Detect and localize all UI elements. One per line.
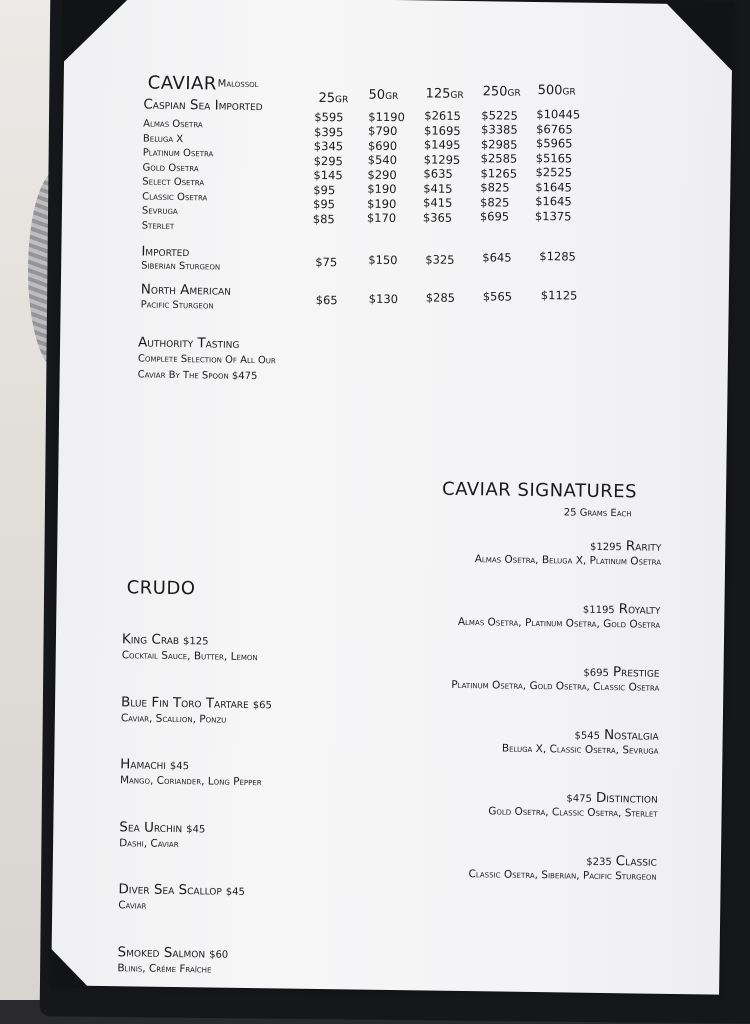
crudo-item-description: Dashi, Caviar [119, 836, 179, 850]
caviar-price: $190 [366, 196, 397, 211]
imported-price-125: $325 [425, 252, 455, 267]
caviar-subtitle: Malossol [217, 78, 259, 91]
signature-description: Gold Osetra, Classic Osetra, Sterlet [488, 805, 658, 820]
imported-price-250: $645 [482, 250, 512, 265]
authority-tasting-line-2: Caviar By The Spoon $475 [137, 369, 258, 383]
caviar-price: $395 [313, 124, 344, 139]
caviar-price: $415 [422, 195, 453, 210]
crudo-item-price: $45 [169, 760, 190, 773]
caviar-price: $540 [367, 152, 398, 168]
caviar-item-name: Sterlet [141, 219, 175, 232]
caviar-price: $365 [422, 209, 453, 225]
crudo-item [122, 628, 209, 648]
north-american-price-500: $1125 [540, 288, 578, 303]
signature-name: Prestige [612, 664, 660, 681]
caviar-price: $2985 [480, 136, 518, 152]
crudo-item-description: Cocktail Sauce, Butter, Lemon [121, 649, 258, 664]
crudo-item [117, 941, 228, 962]
north-american-price-25: $65 [315, 292, 338, 308]
caviar-item-name: Gold Osetra [142, 161, 199, 174]
caviar-price: $2615 [424, 108, 461, 123]
signature-price: $695 [583, 667, 609, 680]
crudo-item-name: Smoked Salmon [117, 943, 206, 961]
caviar-price: $10445 [536, 106, 581, 122]
caviar-price: $1295 [423, 151, 461, 167]
signature-item [583, 598, 661, 618]
signature-item [566, 786, 658, 806]
north-american-heading: North American [140, 281, 232, 299]
crudo-item-description: Caviar [118, 899, 147, 912]
caviar-price: $1265 [480, 165, 518, 181]
signature-item [583, 661, 659, 681]
caviar-price: $5165 [535, 150, 573, 165]
signature-item [574, 724, 658, 744]
signatures-title: CAVIAR SIGNATURES [441, 478, 638, 503]
north-american-price-125: $285 [425, 290, 456, 305]
caviar-price: $1645 [535, 179, 573, 194]
caviar-price: $190 [367, 181, 397, 197]
crudo-item-description: Caviar, Scallion, Ponzu [120, 711, 227, 726]
caviar-price: $95 [312, 196, 336, 212]
crudo-item-name: Sea Urchin [119, 818, 183, 836]
caviar-price: $825 [480, 180, 510, 195]
authority-tasting-line-1: Complete Selection Of All Our [137, 353, 276, 367]
caviar-item-name: Beluga X [142, 132, 184, 145]
signature-item [586, 850, 657, 870]
caviar-title: CAVIAR [147, 72, 218, 95]
crudo-item [119, 816, 205, 836]
signature-price: $475 [566, 793, 592, 805]
signature-description: Platinum Osetra, Gold Osetra, Classic Osetra [451, 678, 660, 694]
signature-description: Beluga X, Classic Osetra, Sevruga [501, 742, 659, 757]
size-heading-25: 25gr [318, 90, 349, 107]
north-american-item: Pacific Sturgeon [140, 299, 214, 312]
caviar-price: $3385 [481, 122, 518, 137]
caviar-price: $290 [367, 167, 397, 182]
caviar-price: $1495 [423, 137, 461, 152]
authority-tasting-heading: Authority Tasting [137, 334, 240, 352]
caviar-price: $415 [423, 180, 453, 196]
signature-item [590, 535, 662, 555]
signature-description: Almas Osetra, Beluga X, Platinum Osetra [474, 553, 662, 568]
size-heading-125: 125gr [425, 86, 464, 102]
corner-tab-bottom-left [49, 947, 90, 988]
size-heading-500: 500gr [537, 82, 576, 99]
caviar-price: $5225 [481, 107, 519, 123]
crudo-item [120, 753, 189, 773]
crudo-item [121, 691, 272, 712]
caviar-item-name: Classic Osetra [142, 190, 208, 203]
crudo-item-name: Blue Fin Toro Tartare [120, 693, 249, 712]
caviar-price: $345 [313, 138, 344, 154]
caviar-item-name: Almas Osetra [143, 118, 203, 131]
crudo-item-name: King Crab [121, 631, 180, 649]
signatures-subtitle: 25 Grams Each [563, 507, 632, 520]
crudo-item-price: $45 [225, 886, 245, 898]
signature-name: Distinction [595, 789, 658, 807]
caviar-price: $825 [480, 194, 510, 210]
crudo-item-name: Diver Sea Scallop [118, 881, 222, 899]
crudo-item-description: Mango, Coriander, Long Pepper [119, 774, 262, 789]
imported-price-50: $150 [368, 252, 398, 268]
signature-description: Almas Osetra, Platinum Osetra, Gold Osetra [457, 615, 661, 631]
caviar-price: $145 [313, 167, 343, 183]
crudo-item-price: $60 [209, 948, 229, 961]
crudo-item-price: $125 [183, 636, 209, 648]
caviar-price: $1190 [368, 109, 405, 124]
corner-tab-top-right [664, 2, 735, 73]
caviar-price: $635 [423, 166, 453, 181]
signature-price: $545 [574, 730, 601, 742]
caviar-item-name: Select Osetra [142, 176, 205, 189]
caviar-price: $170 [366, 210, 397, 226]
signature-price: $1295 [589, 541, 622, 554]
menu-page [51, 0, 733, 995]
signature-name: Royalty [618, 601, 661, 618]
caspian-heading: Caspian Sea Imported [143, 96, 263, 115]
imported-price-500: $1285 [539, 249, 577, 264]
signature-price: $235 [586, 856, 612, 869]
caviar-item-name: Sevruga [141, 205, 178, 217]
signature-price: $1195 [582, 604, 615, 617]
corner-tab-top-left [62, 0, 133, 64]
caviar-price: $95 [313, 182, 336, 197]
signature-name: Rarity [625, 538, 662, 555]
crudo-item-price: $65 [252, 699, 272, 711]
signature-name: Nostalgia [603, 726, 659, 744]
signature-name: Classic [615, 853, 658, 870]
north-american-price-50: $130 [368, 291, 399, 307]
caviar-price: $5965 [535, 135, 573, 151]
imported-item: Siberian Sturgeon [141, 260, 221, 273]
imported-heading: Imported [141, 243, 190, 261]
crudo-title: CRUDO [126, 577, 196, 600]
caviar-price: $2525 [535, 164, 573, 180]
caviar-price: $690 [367, 138, 398, 153]
crudo-item-price: $45 [186, 823, 206, 835]
caviar-price: $295 [313, 153, 344, 168]
size-heading-50: 50gr [368, 87, 399, 104]
caviar-price: $1695 [424, 122, 461, 138]
caviar-price: $695 [479, 209, 510, 224]
crudo-item [118, 878, 245, 899]
caviar-price: $85 [312, 211, 335, 226]
caviar-price: $6765 [536, 121, 573, 136]
caviar-price: $595 [314, 109, 344, 125]
size-heading-250: 250gr [482, 84, 521, 100]
caviar-item-name: Platinum Osetra [142, 147, 214, 160]
caviar-price: $790 [367, 123, 398, 139]
north-american-price-250: $565 [482, 289, 513, 304]
caviar-price: $1645 [535, 193, 572, 209]
crudo-item-name: Hamachi [120, 756, 167, 773]
signature-description: Classic Osetra, Siberian, Pacific Sturgeon [468, 868, 657, 883]
caviar-price: $1375 [534, 208, 572, 223]
imported-price-25: $75 [315, 254, 338, 270]
crudo-item-description: Blinis, Crème Fraîche [117, 961, 212, 976]
caviar-price: $2585 [480, 151, 518, 166]
